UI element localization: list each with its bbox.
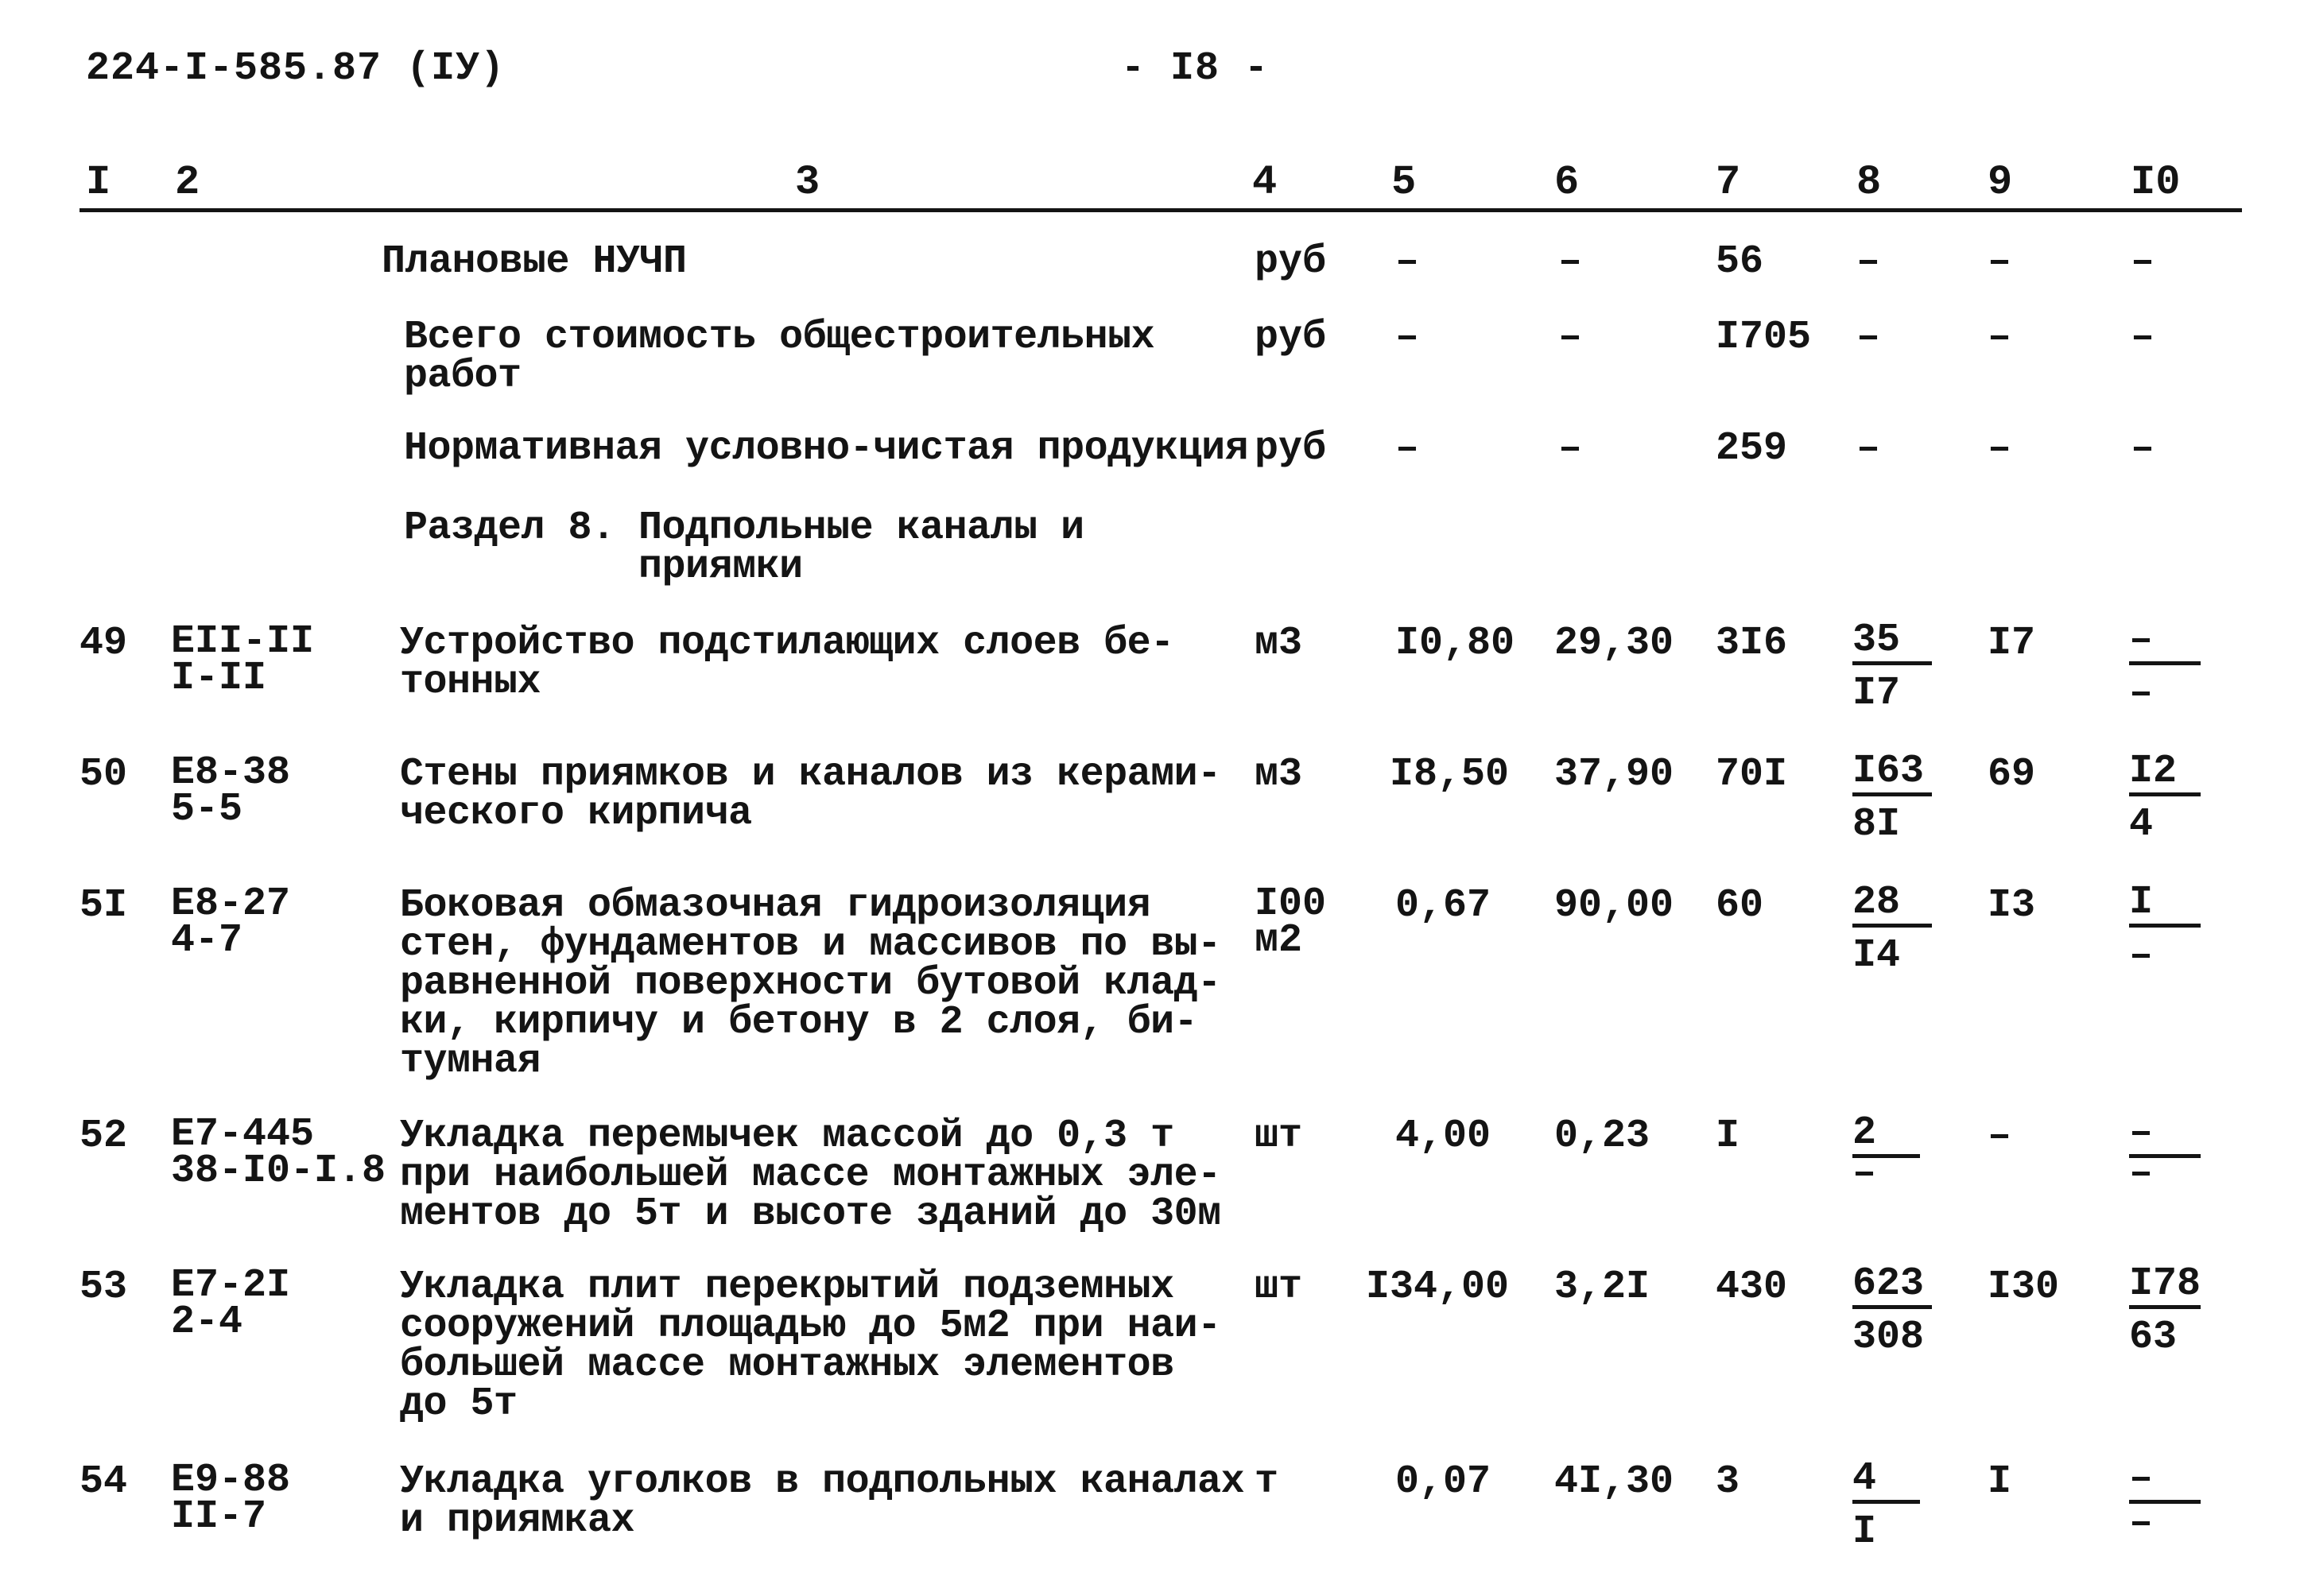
row-code: E8-38 5-5 (171, 750, 291, 832)
col10-fraction (2129, 1110, 2201, 1196)
col-header-5: 5 (1391, 159, 1417, 206)
unit: руб (1255, 426, 1327, 471)
col-header-1: I (86, 159, 111, 206)
col8-top: 35 (1852, 620, 1932, 665)
col8-fraction (1852, 1458, 1920, 1553)
col8-fraction (1852, 882, 1932, 977)
col8-top: I63 (1852, 751, 1932, 796)
unit: т (1255, 1459, 1279, 1505)
col10: – (2131, 315, 2155, 360)
row-description: Устройство подстилающих слоев бе- тонных (400, 621, 1174, 705)
col10-top: I78 (2129, 1264, 2201, 1309)
col5: – (1395, 426, 1420, 471)
col7: I (1716, 1114, 1740, 1159)
col5: – (1395, 315, 1420, 360)
col8-fraction (1852, 1110, 1920, 1196)
col6: 29,30 (1554, 621, 1674, 666)
unit: м3 (1255, 752, 1303, 797)
col-header-10: I0 (2131, 159, 2181, 206)
col5: I0,80 (1395, 621, 1515, 666)
col-header-7: 7 (1716, 159, 1741, 206)
col-header-4: 4 (1252, 159, 1278, 206)
col8-top: 28 (1852, 882, 1932, 928)
col5: I34,00 (1366, 1265, 1510, 1310)
col-header-9: 9 (1988, 159, 2013, 206)
row-code: E7-445 38-I0-I.8 (171, 1112, 386, 1194)
row-description: Укладка перемычек массой до 0,3 т при наибольшей массе монтажных эле- ментов до 5т и высоте зданий до 30м (400, 1114, 1221, 1237)
summary-text: Всего стоимость общестроительных работ (404, 315, 1155, 399)
row-number: 50 (80, 752, 128, 797)
col10-bottom: – (2129, 671, 2154, 716)
col9: – (1988, 239, 2012, 285)
col8-top: 4 (1852, 1458, 1920, 1504)
col7: 259 (1716, 426, 1788, 471)
col7: 3I6 (1716, 621, 1788, 666)
col8-fraction (1852, 620, 1932, 715)
col8-bottom: – (1852, 1151, 1877, 1196)
col8-bottom: I4 (1852, 933, 1901, 978)
row-number: 49 (80, 621, 128, 666)
col-header-3: 3 (795, 159, 820, 206)
col10-bottom: – (2129, 933, 2154, 978)
col10-top: I2 (2129, 751, 2201, 796)
col8-bottom: 308 (1852, 1315, 1925, 1360)
col8-bottom: 8I (1852, 802, 1901, 847)
col8: – (1856, 315, 1881, 360)
col5: – (1395, 239, 1420, 285)
col7: 60 (1716, 883, 1764, 928)
row-number: 5I (80, 883, 128, 928)
unit: руб (1255, 239, 1327, 285)
col6: 4I,30 (1554, 1459, 1674, 1505)
col6: – (1558, 239, 1583, 285)
row-code: E7-2I 2-4 (171, 1263, 291, 1345)
page-number: - I8 - (1121, 46, 1270, 91)
row-description: Стены приямков и каналов из керами- ческого кирпича (400, 752, 1221, 836)
col9: – (1988, 1114, 2012, 1159)
unit: м3 (1255, 621, 1303, 666)
row-number: 53 (80, 1265, 128, 1310)
col8-top: 2 (1852, 1113, 1920, 1158)
col10: – (2131, 239, 2155, 285)
col9: I3 (1988, 883, 2036, 928)
section-title: Раздел 8. Подпольные каналы и приямки (404, 506, 1084, 590)
col5: 4,00 (1395, 1114, 1491, 1159)
col7: 56 (1716, 239, 1764, 285)
col10: – (2131, 426, 2155, 471)
col7: 430 (1716, 1265, 1788, 1310)
col10-bottom: 63 (2129, 1315, 2178, 1360)
col9: – (1988, 315, 2012, 360)
header-rule (80, 208, 2242, 212)
col9: I (1988, 1459, 2012, 1505)
row-code: E8-27 4-7 (171, 881, 291, 963)
row-description: Боковая обмазочная гидроизоляция стен, фундаментов и массивов по вы- равненной поверхности бутовой клад- ки, кирпичу и бетону в 2 слоя, би- тумная (400, 883, 1221, 1084)
col5: 0,67 (1395, 883, 1491, 928)
col9: I30 (1988, 1265, 2060, 1310)
col8-fraction (1852, 1261, 1932, 1360)
unit: I00 м2 (1255, 881, 1327, 963)
row-number: 54 (80, 1459, 128, 1505)
col6: 0,23 (1554, 1114, 1650, 1159)
col8-fraction (1852, 751, 1932, 846)
col9: 69 (1988, 752, 2036, 797)
row-description: Укладка уголков в подпольных каналах и приямках (400, 1459, 1245, 1544)
col10-bottom: 4 (2129, 802, 2154, 847)
col-header-6: 6 (1554, 159, 1580, 206)
row-number: 52 (80, 1114, 128, 1159)
col6: 37,90 (1554, 752, 1674, 797)
col10-bottom: – (2129, 1151, 2154, 1196)
col10-fraction (2129, 751, 2201, 846)
row-code: EII-II I-II (171, 619, 315, 701)
unit: руб (1255, 315, 1327, 360)
col10-fraction (2129, 620, 2201, 715)
unit: шт (1255, 1265, 1303, 1310)
col6: – (1558, 426, 1583, 471)
col6: 90,00 (1554, 883, 1674, 928)
col8-bottom: I (1852, 1509, 1877, 1555)
col10-fraction (2129, 1456, 2201, 1546)
col7: 70I (1716, 752, 1788, 797)
summary-text: Плановые НУЧП (382, 239, 687, 285)
col9: – (1988, 426, 2012, 471)
col-header-2: 2 (175, 159, 200, 206)
col6: – (1558, 315, 1583, 360)
col7: I705 (1716, 315, 1812, 360)
col10-fraction (2129, 1261, 2201, 1360)
row-code: E9-88 II-7 (171, 1458, 291, 1540)
col8: – (1856, 239, 1881, 285)
col10-bottom: – (2129, 1501, 2154, 1546)
col7: 3 (1716, 1459, 1740, 1505)
col6: 3,2I (1554, 1265, 1650, 1310)
unit: шт (1255, 1114, 1303, 1159)
col9: I7 (1988, 621, 2036, 666)
summary-text: Нормативная условно-чистая продукция (404, 426, 1249, 471)
document-code: 224-I-585.87 (IУ) (86, 46, 506, 91)
col8: – (1856, 426, 1881, 471)
col8-top: 623 (1852, 1264, 1932, 1309)
col10-top: – (2129, 620, 2201, 665)
col-header-8: 8 (1856, 159, 1882, 206)
col10-fraction (2129, 882, 2201, 977)
col10-top: – (2129, 1113, 2201, 1158)
col5: I8,50 (1390, 752, 1510, 797)
col10-top: I (2129, 882, 2201, 928)
col5: 0,07 (1395, 1459, 1491, 1505)
row-description: Укладка плит перекрытий подземных сооружений площадью до 5м2 при наи- большей массе монтажных элементов до 5т (400, 1265, 1221, 1427)
col10-top: – (2129, 1458, 2201, 1504)
col8-bottom: I7 (1852, 671, 1901, 716)
